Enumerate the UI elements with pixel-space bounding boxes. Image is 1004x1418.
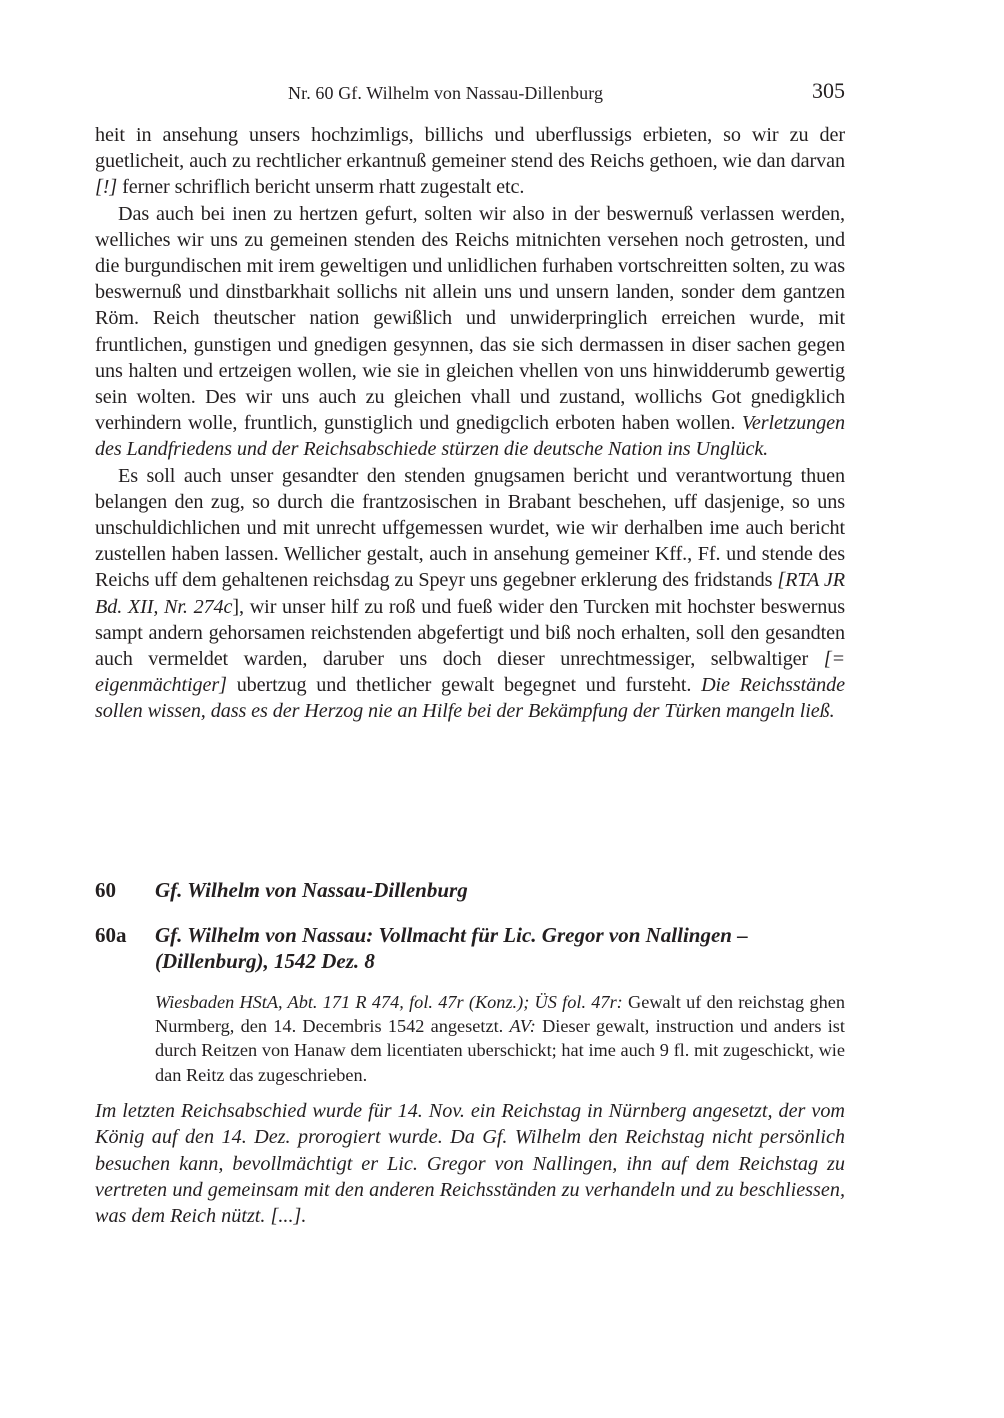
section-title: Gf. Wilhelm von Nassau-Dillenburg [155, 878, 468, 902]
subsection-title: Gf. Wilhelm von Nassau: Vollmacht für Lic. Gregor von Nallingen – (Dillenburg), 1542 Dez. 8 [155, 923, 748, 973]
source-text: Gewalt uf den reichstag ghen Nurmberg, den 14. Decembris 1542 angesetzt. [155, 992, 845, 1037]
reference-note: [RTA JR Bd. XII, Nr. 274c [95, 569, 845, 618]
main-text [95, 122, 845, 725]
paragraph-3-text: Es soll auch unser gesandter den stenden gnugsamen bericht und verantwortung thuen belangen den zug, so durch die frantzosischen in Brabant beschehen, uff dasjenige, so uns unschuldichlichen und mit unrecht uffgemessen wurdet, wie wir derhalben ime auch bericht zustellen haben lassen. Wellicher gestalt, auch in ansehung gemeiner Kff., Ff. und stende des Reichs uff dem gehaltenen reichsdag zu Speyr uns gegebner erklerung des fridstands [95, 464, 845, 592]
editorial-summary: Im letzten Reichsabschied wurde für 14. Nov. ein Reichstag in Nürnberg angesetzt, der vom König auf den 14. Dez. prorogiert wurde. Da Gf. Wilhelm den Reichstag nicht persönlich besuchen kann, bevollmächtigt er Lic. Gregor von Nallingen, ihn auf dem Reichstag zu vertreten und gemeinsam mit den anderen Reichsständen zu verhandeln und zu beschliessen, was dem Reich nützt. [...]. [95, 1100, 845, 1228]
section-heading-60a [95, 922, 845, 974]
paragraph-2-summary: Verletzungen des Landfriedens und der Reichsabschiede stürzen die deutsche Nation ins Unglück. [95, 412, 845, 461]
paragraph-1-text: heit in ansehung unsers hochzimligs, billichs und uberflussigs erbieten, so wir zu der guetlicheit, auch zu rechtlicher erkantnuß gemeiner stend des Reichs gethoen, wie dan darvan [95, 124, 845, 173]
source-note [155, 990, 845, 1087]
subsection-number: 60a [95, 923, 127, 947]
running-head-title: Nr. 60 Gf. Wilhelm von Nassau-Dillenburg [288, 83, 604, 103]
paragraph-1-text-end: ferner schriflich bericht unserm rhatt zugestalt etc. [117, 176, 525, 199]
section-number: 60 [95, 878, 116, 902]
source-text-end: Dieser gewalt, instruction und anders ist durch Reitzen von Hanaw dem licentiaten uberschickt; hat ime auch 9 fl. mit zugeschickt, wie dan Reitz das zugeschrieben. [155, 1016, 845, 1085]
page-number: 305 [812, 78, 845, 103]
paragraph-2 [95, 201, 845, 463]
paragraph-2-text: Das auch bei inen zu hertzen gefurt, solten wir also in der beswernuß verlassen werden, welliches wir uns zu gemeinen stenden des Reichs mitnichten versehen noch getrosten, und die burgundischen mit irem geweltigen und unlidlichen furhaben vortschreitten solten, zu was beswernuß und dinstbarkhait sollichs nit allein uns und unsern landen, sonder dem gantzen Röm. Reich theutscher nation gewißlich und unwiderpringlich erreichen wurde, mit fruntlichen, gunstigen und gnedigen gesynnen, das sie sich dermassen in diser sachen gegen uns halten und ertzeigen wollen, wie sie in gleichen vhellen von uns hinwidderumb gewertig sein wolten. Des wir uns auch zu gleichen vhall und zustand, wollichs Got gnedigklich verhindern wolle, fruntlich, gunstiglich und gnedigclich erboten haben wollen. [95, 202, 845, 435]
av-label: AV: [509, 1016, 536, 1037]
paragraph-3 [95, 463, 845, 725]
gloss-note: [= eigenmächtiger] [95, 648, 845, 697]
paragraph-3-text-middle: ], wir unser hilf zu roß und fueß wider den Turcken mit hochster beswernus sampt andern gehorsamen reichstenden abgefertigt und biß noch erhalten, soll den gesandten auch vermeldet warden, daruber uns doch dieser unrechtmessiger, selbwaltiger [95, 595, 845, 671]
paragraph-3-text-end: ubertzug und thetlicher gewalt begegnet und fursteht. [226, 674, 702, 697]
paragraph-3-summary: Die Reichsstände sollen wissen, dass es der Herzog nie an Hilfe bei der Bekämpfung der Türken mangeln ließ. [95, 674, 845, 723]
section-heading-60 [95, 877, 845, 903]
editorial-note: [!] [95, 176, 118, 199]
archive-reference: Wiesbaden HStA, Abt. 171 R 474, fol. 47r (Konz.); ÜS fol. 47r: [155, 992, 623, 1012]
paragraph-1 [95, 122, 845, 201]
